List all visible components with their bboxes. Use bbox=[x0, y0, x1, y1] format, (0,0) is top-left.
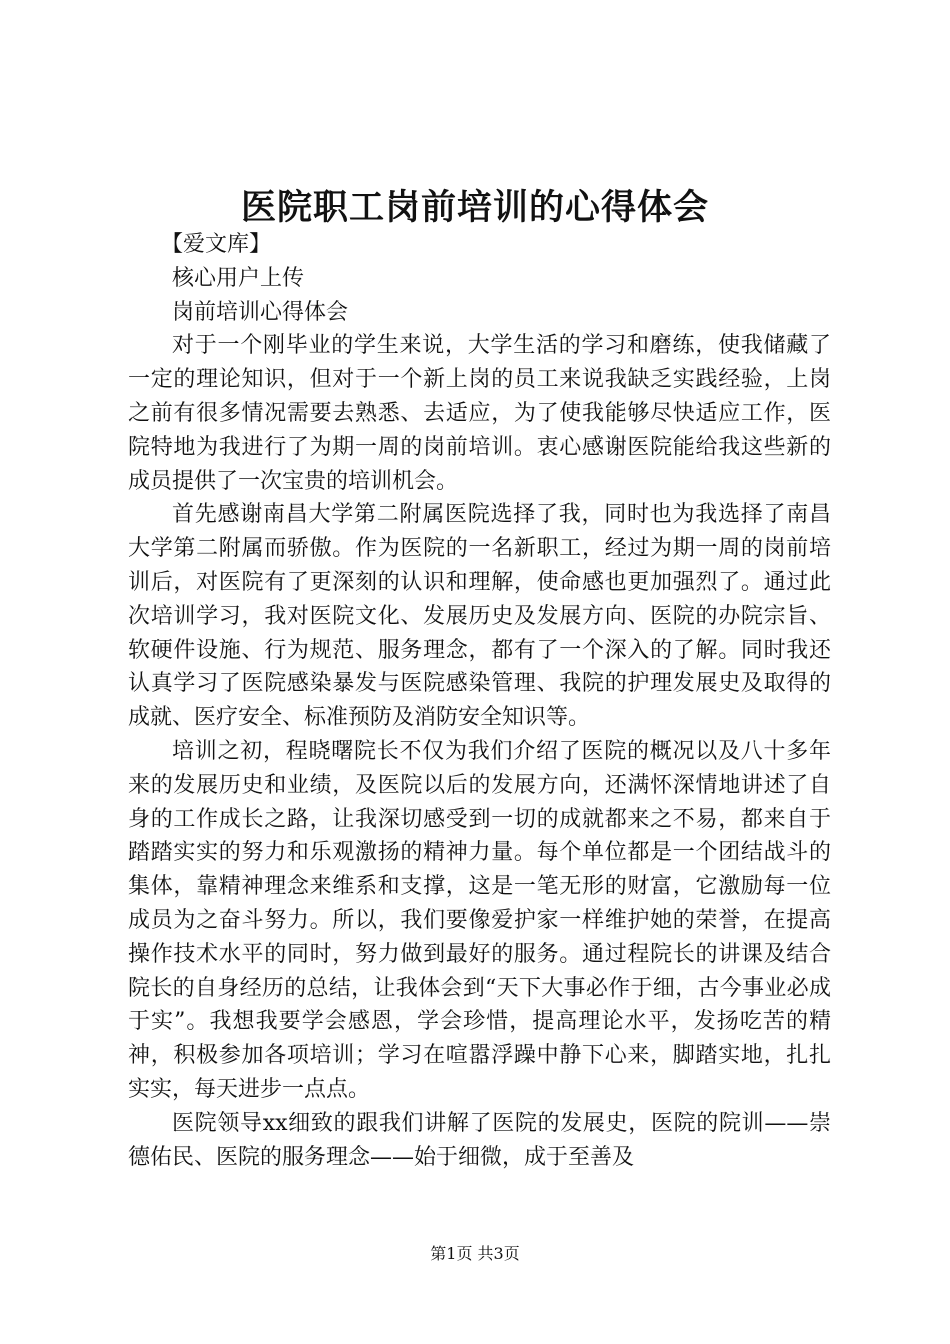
document-body bbox=[128, 228, 831, 1174]
paragraph-3: 培训之初，程晓曙院长不仅为我们介绍了医院的概况以及八十多年来的发展历史和业绩，及医院以后的发展方向，还满怀深情地讲述了自身的工作成长之路，让我深切感受到一切的成就都来之不易，都来自于踏踏实实的努力和乐观激扬的精神力量。每个单位都是一个团结战斗的集体，靠精神理念来维系和支撑，这是一笔无形的财富，它激励每一位成员为之奋斗努力。所以，我们要像爱护家一样维护她的荣誉，在提高操作技术水平的同时，努力做到最好的服务。通过程院长的讲课及结合院长的自身经历的总结，让我体会到“天下大事必作于细，古今事业必成于实”。我想我要学会感恩，学会珍惜，提高理论水平，发扬吃苦的精神，积极参加各项培训；学习在喧嚣浮躁中静下心来，脚踏实地，扎扎实实，每天进步一点点。 bbox=[128, 738, 831, 1102]
paragraph-1: 对于一个刚毕业的学生来说，大学生活的学习和磨练，使我储藏了一定的理论知识，但对于一个新上岗的员工来说我缺乏实践经验，上岗之前有很多情况需要去熟悉、去适应，为了使我能够尽快适应工作，医院特地为我进行了为期一周的岗前培训。衷心感谢医院能给我这些新的成员提供了一次宝贵的培训机会。 bbox=[128, 333, 831, 494]
page-footer: 第1页 共3页 bbox=[430, 1244, 520, 1263]
uploader-line: 核心用户上传 bbox=[172, 265, 305, 291]
paragraph-2: 首先感谢南昌大学第二附属医院选择了我，同时也为我选择了南昌大学第二附属而骄傲。作为医院的一名新职工，经过为期一周的岗前培训后，对医院有了更深刻的认识和理解，使命感也更加强烈了。通过此次培训学习，我对医院文化、发展历史及发展方向、医院的办院宗旨、软硬件设施、行为规范、服务理念，都有了一个深入的了解。同时我还认真学习了医院感染暴发与医院感染管理、我院的护理发展史及取得的成就、医疗安全、标准预防及消防安全知识等。 bbox=[128, 502, 831, 731]
source-tag: 【爱文库】 bbox=[161, 232, 272, 257]
document-title: 医院职工岗前培训的心得体会 bbox=[240, 187, 709, 228]
paragraph-4: 医院领导xx细致的跟我们讲解了医院的发展史，医院的院训——崇德佑民、医院的服务理念——始于细微，成于至善及 bbox=[128, 1110, 831, 1170]
subtitle-line: 岗前培训心得体会 bbox=[172, 299, 349, 325]
